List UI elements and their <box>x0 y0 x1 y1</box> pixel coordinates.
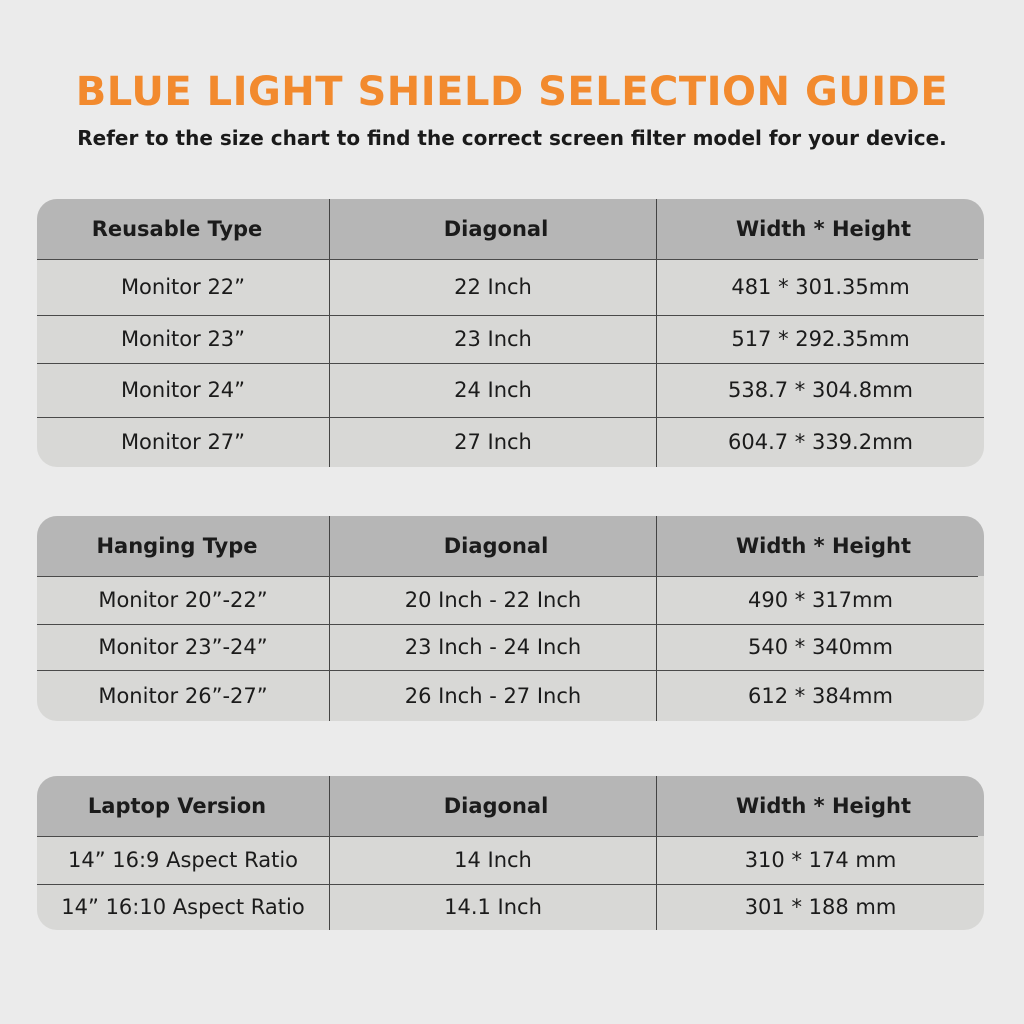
dimensions-cell: 490 * 317mm <box>748 588 893 612</box>
diagonal-cell: 20 Inch - 22 Inch <box>330 576 657 624</box>
diagonal-cell: 26 Inch - 27 Inch <box>330 670 657 721</box>
column-header-size: Width * Height <box>735 794 912 818</box>
laptop-version-table <box>37 776 984 930</box>
diagonal-cell: 24 Inch <box>330 363 657 417</box>
column-header-diagonal: Diagonal <box>330 516 657 576</box>
page-subtitle: Refer to the size chart to find the correct screen filter model for your device. <box>77 126 947 150</box>
page-title: BLUE LIGHT SHIELD SELECTION GUIDE <box>75 69 949 115</box>
table-row <box>37 259 984 315</box>
table-header-row <box>37 516 984 576</box>
column-header-type: Hanging Type <box>37 516 330 576</box>
model-cell: Monitor 23”-24” <box>37 624 330 670</box>
dimensions-cell: 538.7 * 304.8mm <box>727 378 913 402</box>
diagonal-cell: 14 Inch <box>330 836 657 884</box>
table-header-row <box>37 776 984 836</box>
table-row <box>37 836 984 884</box>
dimensions-cell: 540 * 340mm <box>748 635 893 659</box>
column-header-type: Reusable Type <box>37 199 330 259</box>
dimensions-cell: 517 * 292.35mm <box>731 327 910 351</box>
table-row <box>37 417 984 467</box>
column-header-diagonal: Diagonal <box>330 776 657 836</box>
model-cell: Monitor 22” <box>37 259 330 315</box>
dimensions-cell: 301 * 188 mm <box>744 895 897 919</box>
model-cell: Monitor 27” <box>37 417 330 467</box>
hanging-type-table <box>37 516 984 721</box>
column-header-size: Width * Height <box>735 217 912 241</box>
table-row <box>37 315 984 363</box>
column-header-type: Laptop Version <box>37 776 330 836</box>
dimensions-cell: 481 * 301.35mm <box>731 275 910 299</box>
diagonal-cell: 14.1 Inch <box>330 884 657 930</box>
model-cell: 14” 16:9 Aspect Ratio <box>37 836 330 884</box>
table-row <box>37 576 984 624</box>
model-cell: Monitor 23” <box>37 315 330 363</box>
model-cell: Monitor 26”-27” <box>37 670 330 721</box>
table-row <box>37 884 984 930</box>
table-row <box>37 363 984 417</box>
column-header-size: Width * Height <box>735 534 912 558</box>
model-cell: Monitor 20”-22” <box>37 576 330 624</box>
diagonal-cell: 27 Inch <box>330 417 657 467</box>
table-header-row <box>37 199 984 259</box>
model-cell: Monitor 24” <box>37 363 330 417</box>
diagonal-cell: 23 Inch - 24 Inch <box>330 624 657 670</box>
diagonal-cell: 23 Inch <box>330 315 657 363</box>
reusable-type-table <box>37 199 984 467</box>
model-cell: 14” 16:10 Aspect Ratio <box>37 884 330 930</box>
dimensions-cell: 310 * 174 mm <box>744 848 897 872</box>
dimensions-cell: 612 * 384mm <box>748 683 893 708</box>
table-row <box>37 624 984 670</box>
dimensions-cell: 604.7 * 339.2mm <box>727 430 913 454</box>
diagonal-cell: 22 Inch <box>330 259 657 315</box>
column-header-diagonal: Diagonal <box>330 199 657 259</box>
table-row <box>37 670 984 721</box>
